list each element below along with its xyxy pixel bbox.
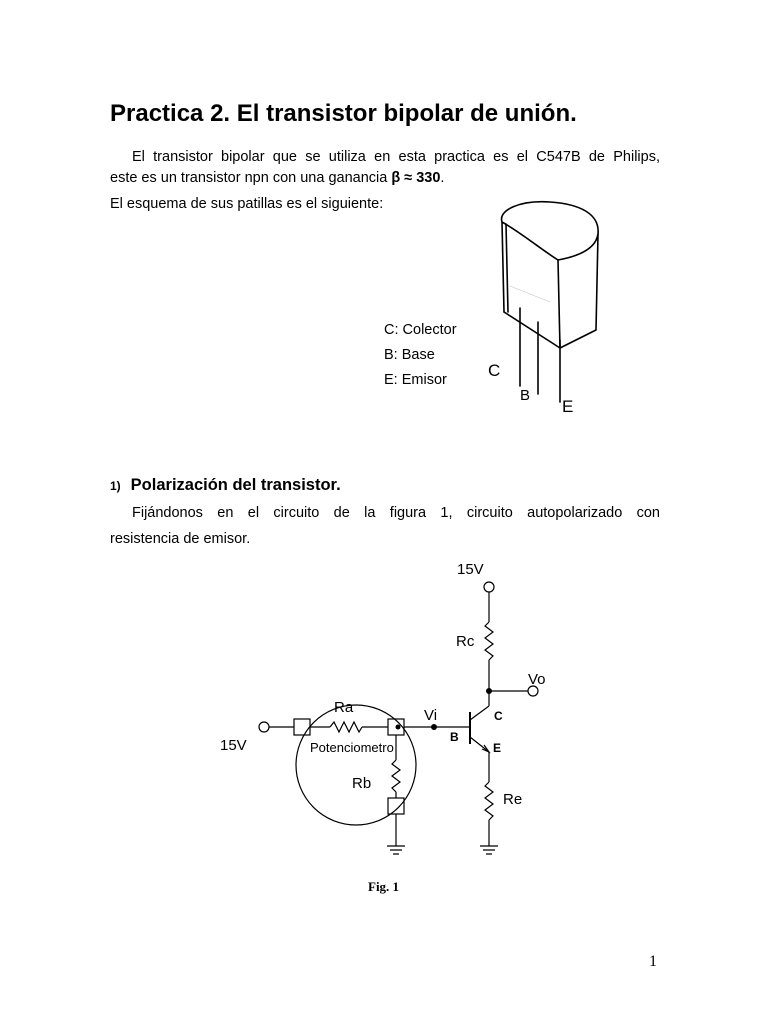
pin-letter-b: B bbox=[520, 387, 531, 404]
ra-resistor bbox=[330, 722, 362, 732]
pot-terminal-left bbox=[294, 719, 310, 735]
re-resistor bbox=[485, 782, 493, 820]
wiper-dot bbox=[396, 725, 401, 730]
section-text-line-1: Fijándonos en el circuito de la figura 1, circuito autopolarizado con bbox=[132, 505, 660, 521]
beta-value: β ≈ 330 bbox=[391, 170, 441, 186]
re-label: Re bbox=[503, 791, 523, 808]
ground-symbol-right bbox=[480, 846, 498, 854]
rc-label: Rc bbox=[456, 633, 475, 650]
base-node-dot bbox=[431, 724, 437, 730]
figure-caption: Fig. 1 bbox=[368, 879, 400, 894]
intro-line-1: El transistor bipolar que se utiliza en esta practica es el C547B de Philips, bbox=[132, 149, 660, 165]
ground-symbol-left bbox=[387, 846, 405, 854]
vi-label: Vi bbox=[424, 707, 438, 724]
page-title: Practica 2. El transistor bipolar de unión. bbox=[110, 100, 577, 127]
intro-line-2-text: este es un transistor npn con una ganancia bbox=[110, 170, 392, 186]
vcc-terminal bbox=[484, 582, 494, 592]
intro-line-3: El esquema de sus patillas es el siguiente: bbox=[110, 196, 384, 212]
transistor-emitter-lead bbox=[470, 737, 489, 752]
collector-label: C bbox=[494, 709, 503, 723]
pin-label-emitter: E: Emisor bbox=[384, 372, 447, 388]
collector-node-dot bbox=[486, 688, 492, 694]
section-text-line-2: resistencia de emisor. bbox=[110, 531, 251, 547]
potentiometer-circle bbox=[296, 705, 416, 825]
potentiometer-label: Potenciometro bbox=[310, 740, 394, 755]
rb-resistor bbox=[392, 760, 400, 792]
vcc-label: 15V bbox=[457, 561, 484, 578]
transistor-collector-lead bbox=[470, 706, 489, 720]
rc-resistor bbox=[485, 622, 493, 660]
pin-letter-c: C bbox=[488, 361, 501, 380]
vo-label: Vo bbox=[528, 671, 546, 688]
section-title: Polarización del transistor. bbox=[130, 476, 341, 494]
input-terminal bbox=[259, 722, 269, 732]
pin-label-base: B: Base bbox=[384, 347, 435, 363]
emitter-label: E bbox=[493, 741, 502, 755]
pin-letter-e: E bbox=[562, 397, 574, 416]
pot-terminal-bottom bbox=[388, 798, 404, 814]
section-number: 1) bbox=[110, 479, 121, 493]
ra-label: Ra bbox=[334, 699, 354, 716]
intro-line-2-end: . bbox=[440, 170, 445, 186]
page-number: 1 bbox=[649, 953, 657, 970]
input-voltage-label: 15V bbox=[220, 737, 247, 754]
base-label: B bbox=[450, 730, 459, 744]
pin-label-collector: C: Colector bbox=[384, 322, 457, 338]
rb-label: Rb bbox=[352, 775, 372, 792]
